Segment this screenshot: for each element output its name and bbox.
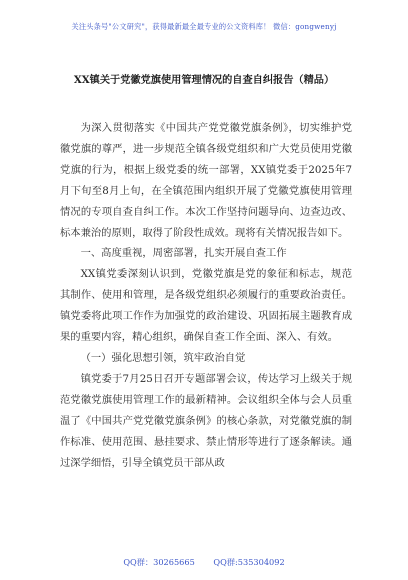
subsection-heading-1: （一）强化思想引领，筑牢政治自觉 xyxy=(80,351,246,364)
intro-paragraph: 为深入贯彻落实《中国共产党党徽党旗条例》，切实维护党徽党旗的尊严，进一步规范全镇各级党组织和广大党员使用党徽党旗的行为，根据上级党委的统一部署，XX镇党委于2025年7月下旬至8月上旬，在全镇范围内组织开展了党徽党旗使用管理情况的专项自查自纠工作。本次工作坚持问题导向、边查边改、标本兼治的原则，取得了阶段性成效。现将有关情况报告如下。 xyxy=(60,122,352,239)
footer-contacts xyxy=(0,557,408,568)
section-heading-1: 一、高度重视，周密部署，扎实开展自查工作 xyxy=(80,247,287,260)
subsection-1-paragraph: 镇党委于7月25日召开专题部署会议，传达学习上级关于规范党徽党旗使用管理工作的最新精神。会议组织全体与会人员重温了《中国共产党党徽党旗条例》的核心条款，对党徽党旗的制作标准、使用范围、悬挂要求、禁止情形等进行了逐条解读。通过深学细悟，引导全镇党员干部从政 xyxy=(60,372,352,469)
qq-group-1: QQ群：30265665 xyxy=(123,557,195,567)
header-promo-note: 关注头条号"公文研究"，获得最新最全最专业的公文资料库！ 微信：gongwenyj xyxy=(71,22,337,31)
document-title: XX镇关于党徽党旗使用管理情况的自查自纠报告（精品） xyxy=(73,74,335,86)
qq-group-2: QQ群:535304092 xyxy=(213,557,285,567)
document-body xyxy=(60,118,352,473)
section-1-paragraph: XX镇党委深刻认识到，党徽党旗是党的象征和标志，规范其制作、使用和管理，是各级党组织必须履行的重要政治责任。镇党委将此项工作作为加强党的政治建设、巩固拓展主题教育成果的重要内容，精心组织，确保自查工作全面、深入、有效。 xyxy=(60,268,352,344)
